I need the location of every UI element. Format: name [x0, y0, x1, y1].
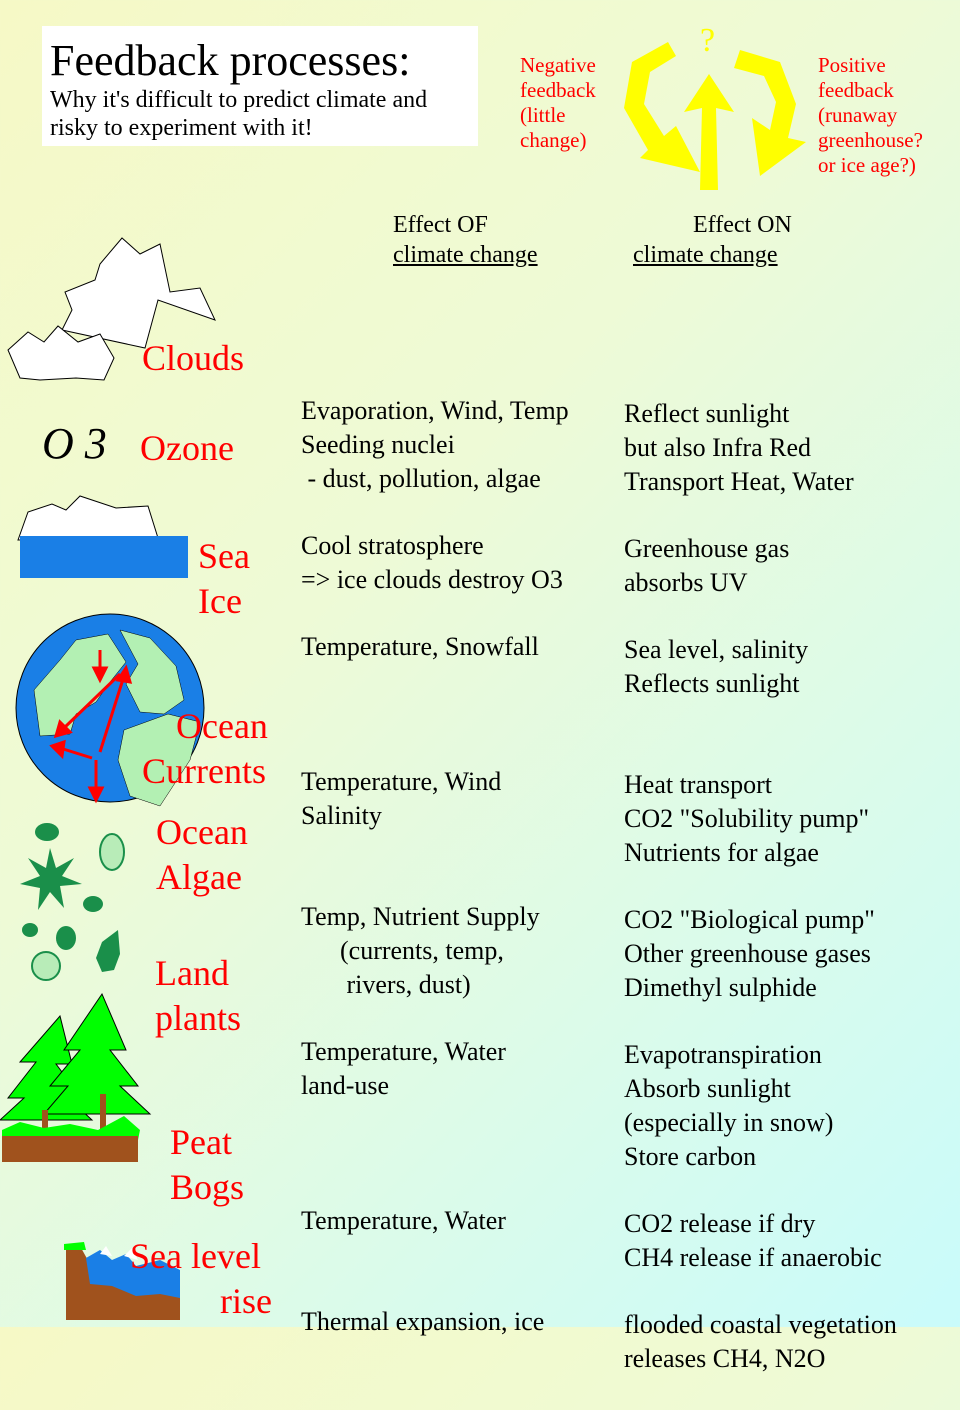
- effect-on-ozone: Greenhouse gas absorbs UV: [624, 534, 790, 597]
- question-mark: ?: [700, 22, 716, 59]
- row-label-sea-ice: Sea Ice: [198, 536, 250, 621]
- effect-of-clouds: Evaporation, Wind, Temp Seeding nuclei - dust, pollution, algae: [301, 396, 569, 493]
- row-label-ocean-algae: Ocean Algae: [156, 812, 248, 897]
- row-label-ozone: Ozone: [140, 428, 234, 468]
- effect-of-land-plants: Temperature, Water land-use: [301, 1037, 506, 1100]
- effect-of-sea-level-rise: Thermal expansion, ice: [301, 1307, 545, 1336]
- row-label-clouds: Clouds: [142, 338, 245, 378]
- effect-on-clouds: Reflect sunlight but also Infra Red Transport Heat, Water: [624, 399, 854, 496]
- row-label-land-plants: Land plants: [155, 953, 241, 1038]
- effect-on-ocean-algae: CO2 "Biological pump" Other greenhouse gases Dimethyl sulphide: [624, 905, 875, 1002]
- effect-of-ocean-currents: Temperature, Wind Salinity: [301, 767, 502, 830]
- row-label-ocean-currents: Ocean Currents: [142, 706, 268, 791]
- effect-on-sea-ice: Sea level, salinity Reflects sunlight: [624, 635, 809, 698]
- effect-of-ocean-algae: Temp, Nutrient Supply (currents, temp, rivers, dust): [301, 902, 540, 999]
- effect-on-ocean-currents: Heat transport CO2 "Solubility pump" Nutrients for algae: [624, 770, 870, 867]
- page-subtitle: Why it's difficult to predict climate and risky to experiment with it!: [50, 87, 428, 141]
- effect-on-land-plants: Evapotranspiration Absorb sunlight (especially in snow) Store carbon: [624, 1040, 834, 1171]
- effect-of-peat-bogs: Temperature, Water: [301, 1206, 506, 1235]
- page-title: Feedback processes:: [50, 36, 411, 85]
- feedback-arrows-icon: [0, 0, 960, 210]
- ozone-icon: O 3: [42, 419, 107, 468]
- effect-of-ozone: Cool stratosphere => ice clouds destroy O3: [301, 531, 563, 594]
- row-label-peat-bogs: Peat Bogs: [170, 1122, 245, 1207]
- effect-on-sea-level-rise: flooded coastal vegetation releases CH4, N2O: [624, 1310, 897, 1373]
- header-effect-of: Effect OF climate change: [393, 212, 538, 268]
- trees-icon: [0, 990, 150, 1160]
- sea-ice-icon: [0, 490, 200, 585]
- header-effect-on: Effect ON climate change: [633, 212, 792, 268]
- algae-icon: [10, 818, 140, 998]
- effect-of-sea-ice: Temperature, Snowfall: [301, 632, 539, 661]
- effect-on-peat-bogs: CO2 release if dry CH4 release if anaerobic: [624, 1209, 882, 1272]
- positive-feedback-label: Positive feedback (runaway greenhouse? or ice age?): [818, 53, 923, 177]
- row-label-sea-level-rise: Sea level rise: [130, 1236, 272, 1321]
- negative-feedback-label: Negative feedback (little change): [520, 53, 596, 152]
